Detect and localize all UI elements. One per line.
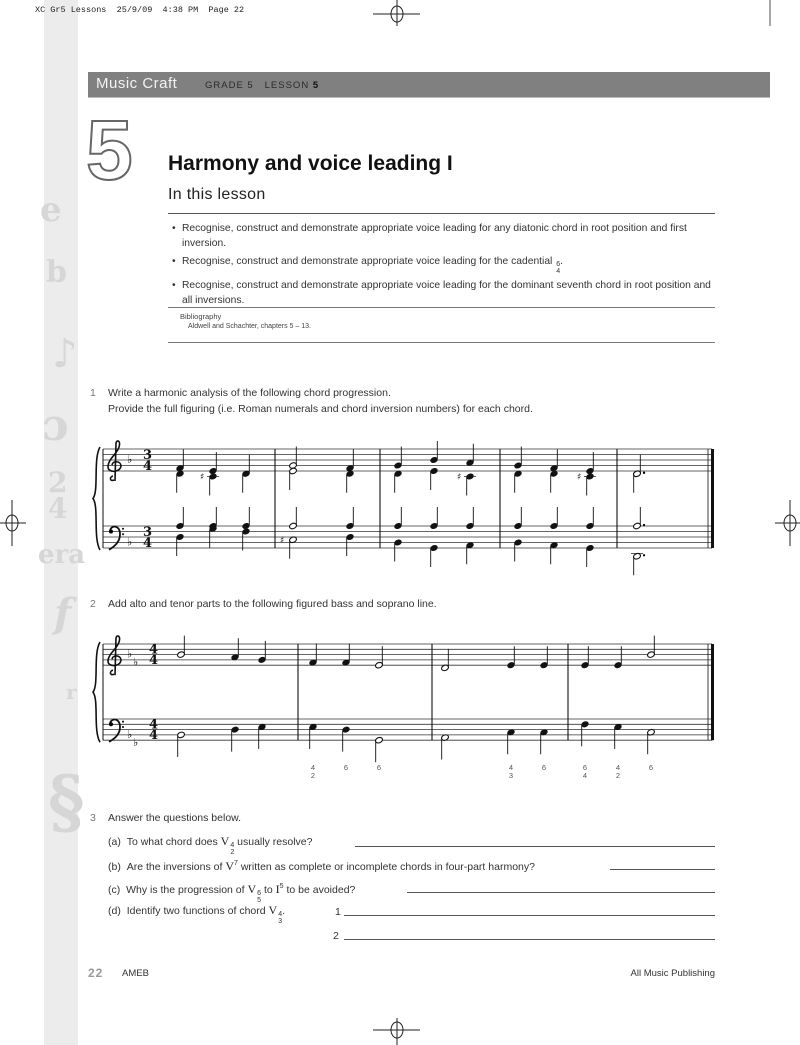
roman-numeral: V	[220, 834, 230, 848]
figure-bottom: 4	[556, 267, 561, 275]
bass-clef-icon	[109, 720, 124, 742]
question-3-text: Answer the questions below.	[108, 812, 242, 824]
bass-clef-dot	[109, 530, 113, 534]
time-signature-top: 3	[143, 448, 153, 463]
answer-line-c[interactable]	[407, 892, 715, 893]
question-3a	[108, 833, 312, 856]
question-3d	[108, 902, 285, 925]
figure-top: 4	[230, 842, 235, 849]
deco-time-sig: 2 4	[48, 466, 68, 525]
deco-bass-clef-icon: ɔ	[42, 400, 69, 451]
bass-clef-dot	[122, 533, 124, 535]
roman-numeral: I	[275, 882, 280, 896]
time-signature-bottom: 4	[143, 459, 153, 474]
series-title: Music Craft	[96, 75, 178, 92]
figure-number: 2	[310, 771, 316, 780]
deco-note-icon: ♪	[52, 330, 78, 377]
roman-numeral: V	[268, 903, 278, 917]
time-signature-bottom: 4	[149, 653, 159, 669]
note-b-dot	[643, 554, 645, 556]
key-signature-flat: ♭	[133, 655, 139, 669]
item-text: Why is the progression of	[126, 884, 248, 896]
brace-icon	[93, 447, 100, 550]
objective-text: Recognise, construct and demonstrate appropriate voice leading for the cadential	[182, 256, 556, 267]
question-2-text: Add alto and tenor parts to the following figured bass and soprano line.	[108, 598, 437, 610]
grade-label: GRADE 5	[205, 80, 254, 91]
figure-bottom: 5	[257, 896, 262, 904]
answer-line-a[interactable]	[355, 846, 715, 847]
item-text: Are the inversions of	[126, 861, 226, 873]
bibliography-text: Aldwell and Schachter, chapters 5 – 13.	[188, 323, 311, 330]
sharp-accidental: ♯	[457, 472, 462, 483]
figure-bottom: 3	[278, 917, 283, 925]
figure-sup: 5	[279, 883, 284, 890]
key-signature-flat: ♭	[133, 735, 139, 749]
item-text: to	[261, 884, 276, 896]
treble-clef-path	[108, 441, 121, 481]
key-signature-flat: ♭	[127, 647, 133, 661]
key-signature-flat: ♭	[127, 535, 133, 549]
figure	[611, 764, 625, 780]
question-3c	[108, 879, 355, 904]
question-line: Write a harmonic analysis of the following chord progression.	[108, 387, 391, 399]
figure-number: 4	[508, 763, 514, 772]
figure-number: 6	[376, 763, 382, 772]
question-line: Provide the full figuring (i.e. Roman numerals and chord inversion numbers) for each chord.	[108, 403, 533, 415]
bibliography-heading: Bibliography	[180, 312, 222, 321]
figure-bottom: 2	[230, 848, 235, 856]
figure-number: 4	[310, 763, 316, 772]
deco-letter: r	[66, 680, 77, 704]
page-number: 22	[88, 966, 104, 980]
key-signature-flat: ♭	[127, 453, 133, 466]
figure	[537, 764, 551, 772]
time-signature-bottom: 4	[149, 728, 159, 744]
figure-number: 2	[615, 771, 621, 780]
sharp-accidental: ♯	[577, 472, 582, 483]
roman-numeral: V	[247, 882, 257, 896]
objective-item: • Recognise, construct and demonstrate appropriate voice leading for the dominant seventh chord in root position and all inversions.	[172, 278, 717, 308]
item-text: To what chord does	[126, 836, 221, 848]
time-signature-top: 4	[149, 717, 159, 733]
final-barline-thick	[711, 449, 714, 548]
deco-letter: b	[46, 255, 67, 290]
deco-letters: era	[38, 540, 86, 570]
figure-number: 4	[615, 763, 621, 772]
blank-number: 2	[333, 930, 339, 942]
time-signature-top: 3	[143, 525, 153, 540]
question-3b	[108, 856, 535, 875]
figure-number: 6	[343, 763, 349, 772]
figure-number: 6	[582, 763, 588, 772]
item-text: usually resolve?	[234, 836, 313, 848]
treble-clef-icon	[108, 441, 121, 481]
final-barline-thick	[711, 644, 714, 740]
item-text: Identify two functions of chord	[126, 905, 269, 917]
deco-letter: e	[40, 190, 62, 230]
item-label: (a)	[108, 836, 121, 848]
figure	[372, 764, 386, 772]
deco-forte-icon: f	[54, 590, 72, 637]
note-t-dot	[643, 524, 645, 526]
note-a-dot	[643, 472, 645, 474]
figure-top: 4	[278, 911, 283, 918]
section-subtitle: In this lesson	[168, 186, 266, 203]
question-number: 2	[90, 598, 96, 610]
figure-number: 6	[541, 763, 547, 772]
item-text: to be avoided?	[283, 884, 356, 896]
figure	[339, 764, 353, 772]
objective-item: • Recognise, construct and demonstrate appropriate voice leading for any diatonic chord in root position and first inversion.	[172, 221, 717, 251]
blank-number: 1	[335, 906, 341, 918]
answer-line-b[interactable]	[610, 869, 715, 870]
bass-clef-dot	[122, 528, 124, 530]
lesson-number: 5	[312, 80, 320, 91]
figure-number: 3	[508, 771, 514, 780]
figure-top: 6	[257, 890, 262, 897]
bass-clef-dot	[109, 722, 113, 726]
treble-clef-path	[108, 636, 121, 675]
item-label: (b)	[108, 861, 121, 873]
sharp-accidental: ♯	[200, 472, 205, 483]
footer-left: AMEB	[122, 968, 149, 979]
answer-line-d1[interactable]	[344, 915, 715, 916]
footer-right: All Music Publishing	[630, 968, 715, 979]
time-signature-top: 4	[149, 642, 159, 658]
question-number: 3	[90, 812, 96, 824]
question-number: 1	[90, 387, 96, 399]
item-label: (d)	[108, 905, 121, 917]
time-signature-bottom: 4	[143, 536, 153, 551]
figure	[644, 764, 658, 772]
figure	[306, 764, 320, 780]
figure-sup: 7	[234, 860, 238, 867]
print-slug: XC Gr5 Lessons 25/9/09 4:38 PM Page 22	[35, 5, 245, 15]
figure-number: 6	[648, 763, 654, 772]
item-text: .	[282, 905, 286, 917]
bass-clef-dot	[122, 721, 124, 723]
figure-top: 6	[556, 261, 561, 268]
key-signature-flat: ♭	[127, 727, 133, 741]
deco-treble-clef-icon: §	[48, 760, 85, 843]
figure	[504, 764, 518, 780]
page-title: Harmony and voice leading I	[168, 152, 453, 175]
roman-numeral: V	[225, 859, 234, 873]
punct: .	[560, 256, 563, 267]
answer-line-d2[interactable]	[344, 939, 715, 940]
lesson-label: LESSON	[264, 80, 310, 91]
lesson-number-large: 5	[86, 103, 133, 197]
figure	[578, 764, 592, 780]
sharp-accidental: ♯	[280, 535, 285, 546]
brace-icon	[93, 642, 100, 742]
item-text: written as complete or incomplete chords in four-part harmony?	[237, 861, 535, 873]
item-label: (c)	[108, 884, 121, 896]
bass-clef-icon	[109, 527, 124, 550]
treble-clef-icon	[108, 636, 121, 675]
bass-clef-dot	[122, 726, 124, 728]
figure-number: 4	[582, 771, 588, 780]
